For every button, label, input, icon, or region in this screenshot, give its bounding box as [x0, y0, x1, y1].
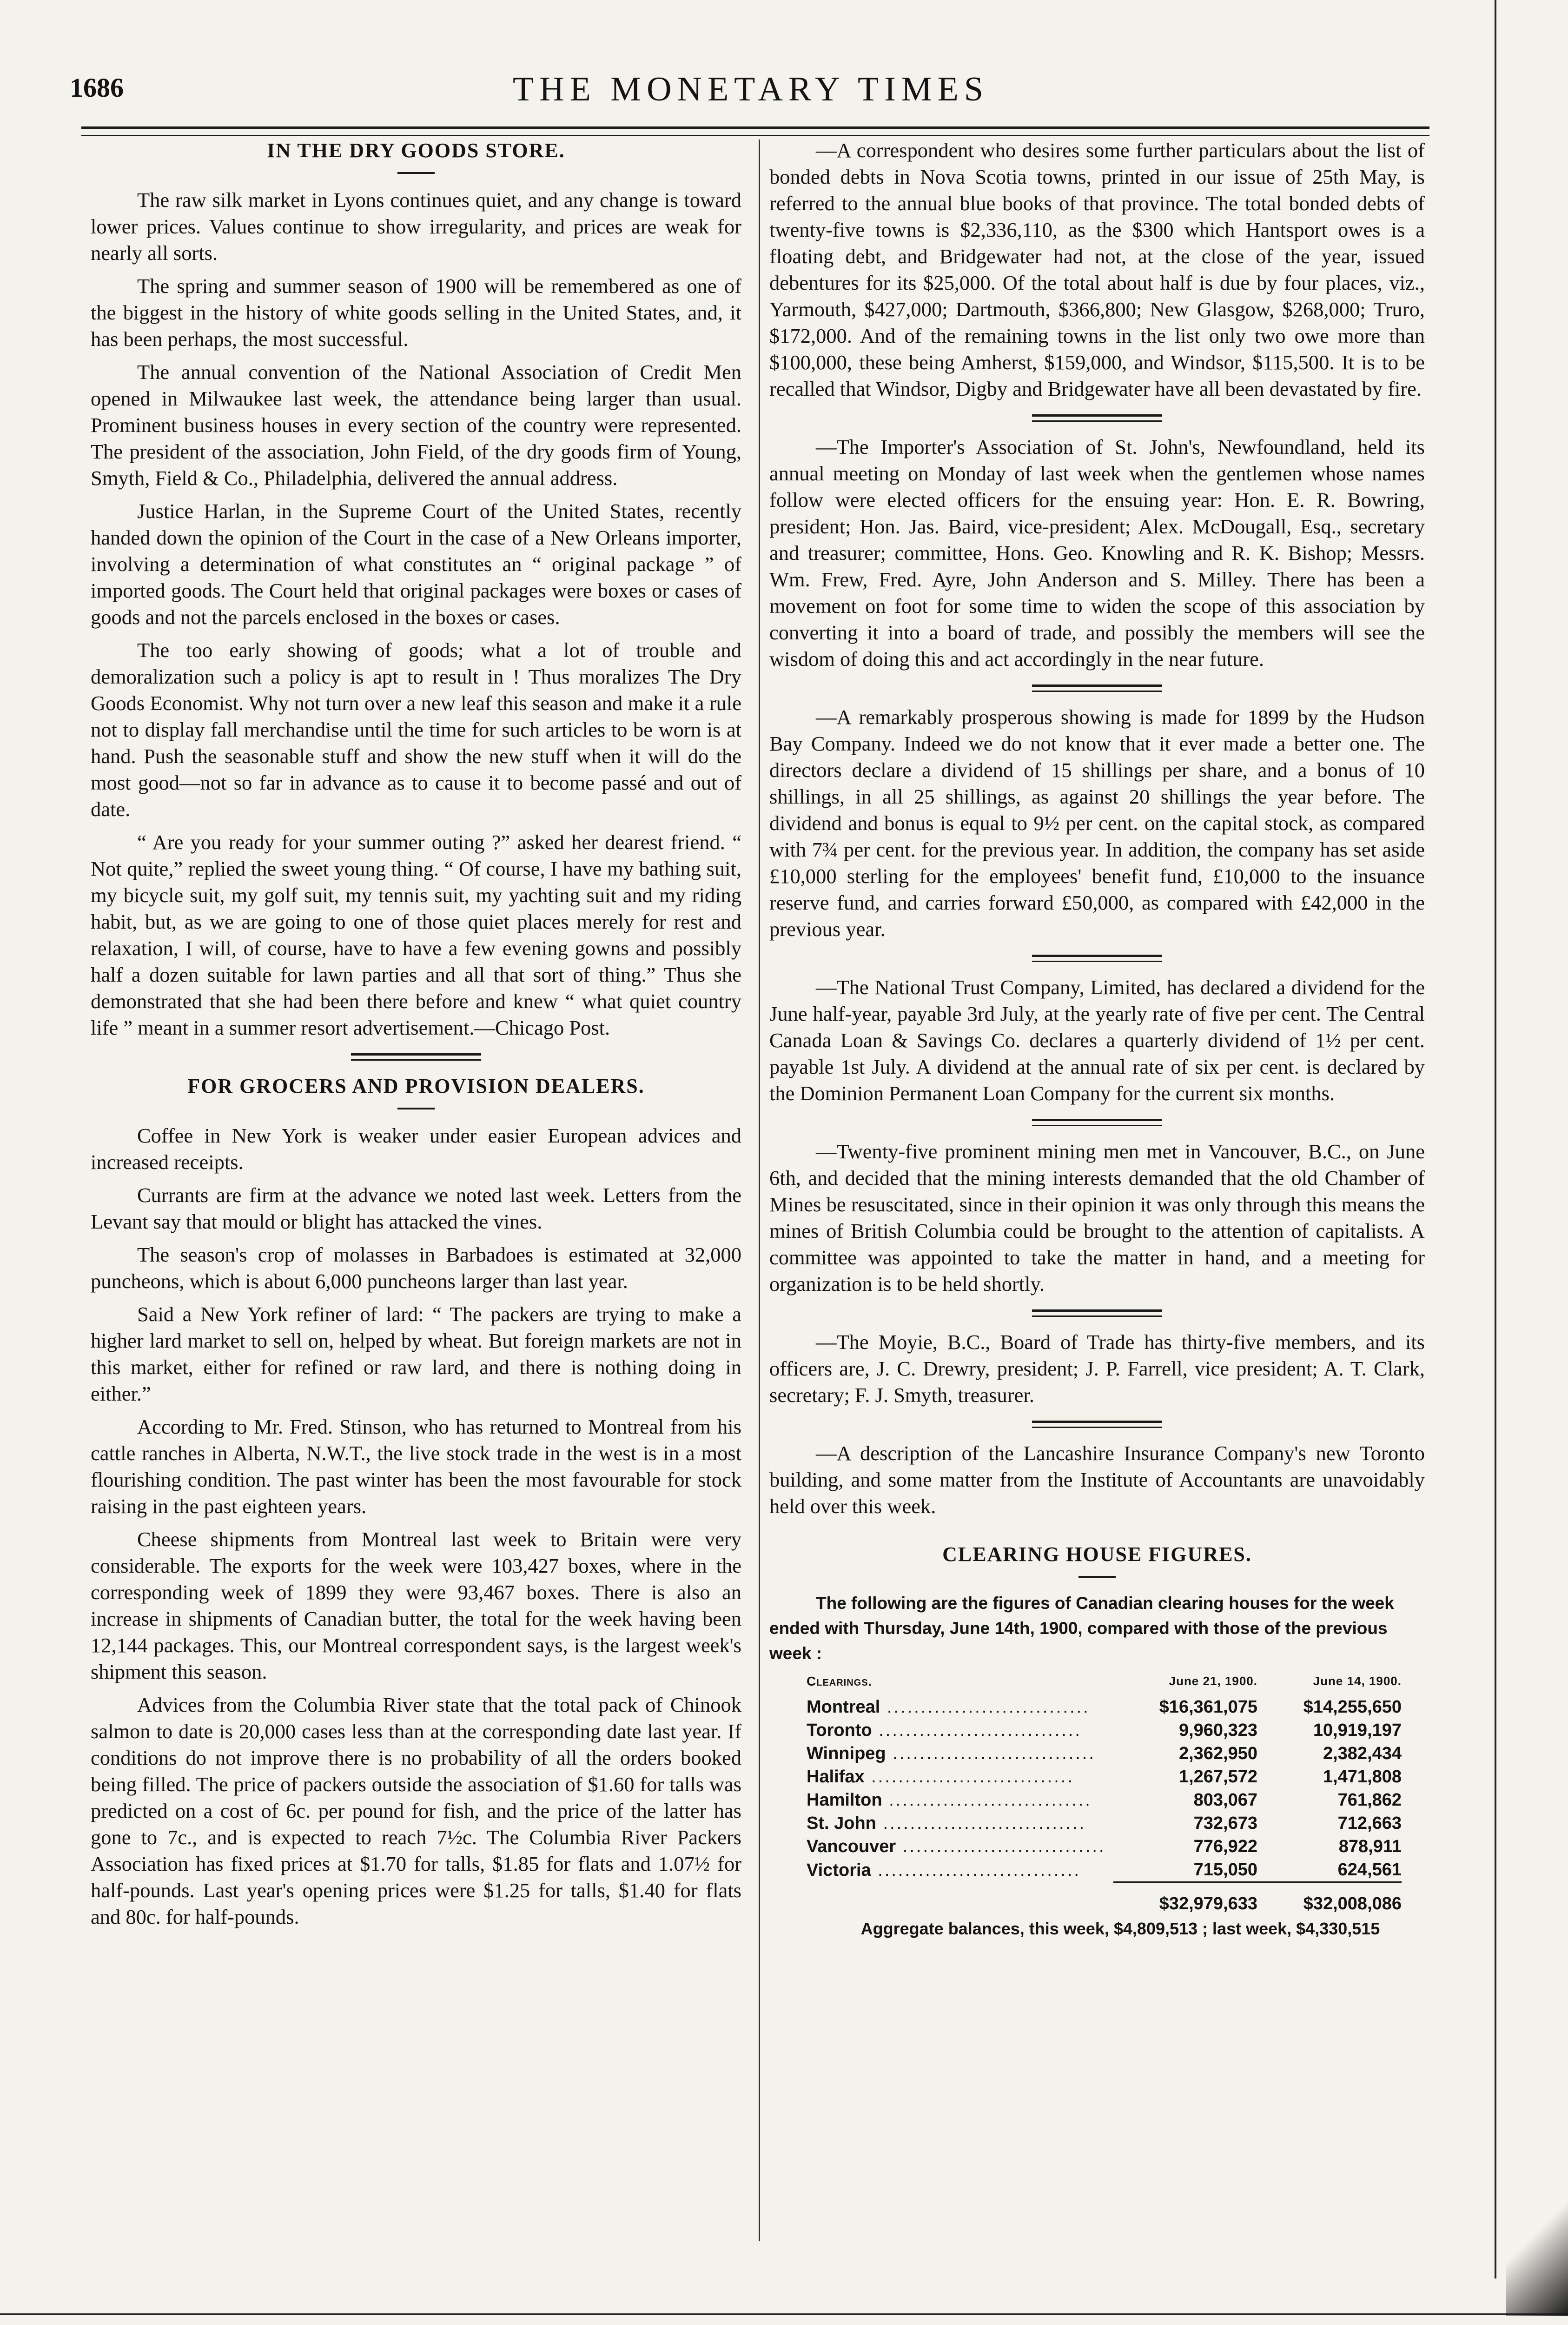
leader-dots: .............................. — [871, 1860, 1081, 1880]
city-name: Toronto — [807, 1720, 872, 1740]
totals-label-cell — [807, 1882, 1113, 1916]
item-divider — [1032, 684, 1162, 692]
clearing-intro: The following are the figures of Canadian clearing houses for the week ended with Thursday, June 14th, 1900, compared with those of the previous week : — [769, 1594, 1394, 1663]
news-item: —A remarkably prosperous showing is made for 1899 by the Hudson Bay Company. Indeed we do not know that it ever made a better one. The directors declare a dividend of 15 shillings per share, and a bonus of 10 shillings, in all 25 shillings, as against 20 shillings the year before. The dividend and bonus is equal to 9½ per cent. on the capital stock, as compared with 7¾ per cent. for the previous year. In addition, the company has set aside £10,000 sterling for the employees' benefit fund, £10,000 to the insuance reserve fund, and carries forward £50,000, as compared with £42,000 in the previous year. — [769, 705, 1425, 941]
news-item: —The Importer's Association of St. John's, Newfoundland, held its annual meeting on Monday of last week when the gentlemen whose names follow were elected officers for the ensuing year: Hon. E. R. Bowring, president; Hon. Jas. Baird, vice-president; Alex. McDougall, Esq., secretary and treasurer; committee, Hons. Geo. Knowling and R. K. Bishop; Messrs. Wm. Frew, Fred. Ayre, John Anderson and S. Milley. There has been a movement on foot for some time to widen the scope of this association by converting it into a board of trade, and possibly the members will see the wisdom of doing this and act accordingly in the near future. — [769, 435, 1425, 671]
previous-value-cell: 2,382,434 — [1323, 1744, 1402, 1763]
leader-dots: .............................. — [864, 1767, 1074, 1787]
previous-value-cell: 10,919,197 — [1313, 1720, 1402, 1740]
city-cell — [807, 1835, 1113, 1858]
news-item: —The Moyie, B.C., Board of Trade has thirty-five members, and its officers are, J. C. Drewry, president; J. P. Farrell, vice president; A. T. Clark, secretary; F. J. Smyth, treasurer. — [769, 1330, 1425, 1407]
city-cell — [807, 1695, 1113, 1719]
city-name: Halifax — [807, 1767, 865, 1787]
news-item: —Twenty-five prominent mining men met in Vancouver, B.C., on June 6th, and decided that the mining interests demanded that the old Chamber of Mines be resuscitated, since in their opinion it was only through this means the mines of British Columbia could be brought to the attention of capitalists. A committee was appointed to take the matter in hand, and a meeting for organization is to be held shortly. — [769, 1140, 1425, 1295]
leader-dots: .............................. — [882, 1790, 1092, 1810]
heading-rule — [1078, 1576, 1116, 1578]
column-header-clearings: Clearings. — [807, 1674, 873, 1688]
page-bottom-line — [0, 2313, 1568, 2315]
table-row — [807, 1719, 1402, 1742]
dry-goods-paragraph: The too early showing of goods; what a lot of trouble and demoralization such a policy is apt to result in ! Thus moralizes The Dry Goods Economist. Why not turn over a new leaf this season and make it a rule not to display fall merchandise until the time for such articles to be worn is at hand. Push the seasonable stuff and show the new stuff when it will do the most good—not so far in advance as to cause it to become passé and out of date. — [91, 638, 741, 821]
leader-dots: .............................. — [880, 1697, 1090, 1717]
column-header-current: June 21, 1900. — [1169, 1674, 1257, 1688]
masthead — [70, 70, 1432, 121]
column-header-previous: June 14, 1900. — [1313, 1674, 1402, 1688]
news-item: —The National Trust Company, Limited, has declared a dividend for the June half-year, payable 3rd July, at the yearly rate of five per cent. The Central Canada Loan & Savings Co. declares a quarterly dividend of 1½ per cent. payable 1st July. A dividend at the annual rate of six per cent. is declared by the Dominion Permanent Loan Company for the current six months. — [769, 976, 1425, 1105]
journal-title: THE MONETARY TIMES — [512, 70, 989, 108]
table-row — [807, 1812, 1402, 1835]
masthead-rule-thick — [81, 126, 1429, 129]
current-value-cell: 732,673 — [1193, 1814, 1257, 1833]
table-row — [807, 1742, 1402, 1765]
table-row — [807, 1765, 1402, 1788]
grocers-paragraph: Advices from the Columbia River state that the total pack of Chinook salmon to date is 20,000 cases less than at the corresponding date last year. If conditions do not improve there is no probability of all the orders booked being filled. The price of packers outside the association of $1.60 for talls was predicted on a cost of 6c. per pound for fish, and the price of the latter has gone to 7c., and is expected to reach 7½c. The Columbia River Packers Association has fixed prices at $1.70 for talls, $1.85 for flats and 1.07½ for half-pounds. Last year's opening prices were $1.25 for talls, $1.40 for flats and 80c. for half-pounds. — [91, 1693, 741, 1928]
total-current: $32,979,633 — [1113, 1882, 1257, 1916]
previous-value-cell: $14,255,650 — [1303, 1697, 1402, 1717]
total-previous: $32,008,086 — [1257, 1882, 1402, 1916]
table-row — [807, 1858, 1402, 1882]
dry-goods-paragraph: The annual convention of the National Association of Credit Men opened in Milwaukee last week, the attendance being larger than usual. Prominent business houses in every section of the country were represented. The president of the association, John Field, of the dry goods firm of Young, Smyth, Field & Co., Philadelphia, delivered the annual address. — [91, 360, 741, 490]
city-name: Vancouver — [807, 1837, 896, 1856]
current-value-cell: $16,361,075 — [1159, 1697, 1257, 1717]
left-column — [91, 137, 741, 1930]
masthead-rule-thin — [81, 135, 1429, 136]
leader-dots: .............................. — [872, 1720, 1082, 1740]
table-row — [807, 1788, 1402, 1812]
leader-dots: .............................. — [876, 1814, 1086, 1833]
current-value-cell: 776,922 — [1193, 1837, 1257, 1856]
current-value-cell: 1,267,572 — [1178, 1767, 1257, 1787]
table-row — [807, 1835, 1402, 1858]
table-header-row — [807, 1666, 1402, 1695]
city-name: Winnipeg — [807, 1744, 886, 1763]
current-value-cell: 715,050 — [1193, 1860, 1257, 1880]
table-row — [807, 1695, 1402, 1719]
city-name: St. John — [807, 1814, 876, 1833]
city-name: Hamilton — [807, 1790, 882, 1810]
dry-goods-paragraph: The raw silk market in Lyons continues quiet, and any change is toward lower prices. Values continue to show irregularity, and prices are weak for nearly all sorts. — [91, 188, 741, 265]
previous-value-cell: 878,911 — [1338, 1837, 1402, 1856]
table-totals-row — [807, 1882, 1402, 1916]
clearing-table-body — [807, 1695, 1402, 1882]
grocers-heading: FOR GROCERS AND PROVISION DEALERS. — [187, 1075, 645, 1097]
aggregate-balances: Aggregate balances, this week, $4,809,513 ; last week, $4,330,515 — [860, 1919, 1380, 1938]
previous-value-cell: 624,561 — [1337, 1860, 1402, 1880]
grocers-paragraph: According to Mr. Fred. Stinson, who has returned to Montreal from his cattle ranches in Alberta, N.W.T., the live stock trade in the west is in a most flourishing condition. The past winter has been the most favourable for stock raising in the past eighteen years. — [91, 1415, 741, 1518]
grocers-paragraph: The season's crop of molasses in Barbadoes is estimated at 32,000 puncheons, which is about 6,000 puncheons larger than last year. — [91, 1243, 741, 1293]
city-cell — [807, 1812, 1113, 1835]
current-value-cell: 9,960,323 — [1178, 1720, 1257, 1740]
binding-shadow — [1506, 2186, 1568, 2316]
grocers-paragraph: Cheese shipments from Montreal last week to Britain were very considerable. The exports for the week were 103,427 boxes, where in the corresponding week of 1899 they were 93,467 boxes. There is also an increase in shipments of Canadian butter, the total for the week having been 12,144 packages. This, our Montreal correspondent says, is the largest week's shipment this season. — [91, 1528, 741, 1683]
city-cell — [807, 1719, 1113, 1742]
page-number: 1686 — [70, 73, 124, 103]
right-column — [769, 137, 1425, 1942]
section-divider — [351, 1053, 481, 1061]
heading-rule — [397, 1108, 435, 1109]
page-edge-line — [1495, 0, 1496, 2278]
previous-value-cell: 1,471,808 — [1323, 1767, 1402, 1787]
leader-dots: .............................. — [886, 1744, 1096, 1763]
city-name: Victoria — [807, 1860, 871, 1880]
item-divider — [1032, 955, 1162, 962]
clearing-heading: CLEARING HOUSE FIGURES. — [942, 1543, 1252, 1566]
current-value-cell: 803,067 — [1193, 1790, 1257, 1810]
dry-goods-paragraph: “ Are you ready for your summer outing ?” asked her dearest friend. “ Not quite,” replied the sweet young thing. “ Of course, I have my bathing suit, my bicycle suit, my golf suit, my tennis suit, my yachting suit and my riding habit, but, as we are going to one of those quiet places merely for rest and relaxation, I will, of course, have to have a few evening gowns and possibly half a dozen suitable for lawn parties and all that sort of thing.” Thus she demonstrated that she had been there before and knew “ what quiet country life ” meant in a summer resort advertisement.—Chicago Post. — [91, 830, 741, 1039]
grocers-paragraph: Currants are firm at the advance we noted last week. Letters from the Levant say that mould or blight has attacked the vines. — [91, 1183, 741, 1233]
previous-value-cell: 761,862 — [1337, 1790, 1402, 1810]
city-cell — [807, 1788, 1113, 1812]
dry-goods-paragraph: The spring and summer season of 1900 will be remembered as one of the biggest in the history of white goods selling in the United States, and, it has been perhaps, the most successful. — [91, 274, 741, 351]
item-divider — [1032, 1309, 1162, 1317]
city-name: Montreal — [807, 1697, 880, 1717]
dry-goods-paragraph: Justice Harlan, in the Supreme Court of the United States, recently handed down the opinion of the Court in the case of a New Orleans importer, involving a determination of what constitutes an “ original package ” of imported goods. The Court held that original packages were boxes or cases of goods and not the parcels enclosed in the boxes or cases. — [91, 499, 741, 629]
heading-rule — [397, 172, 435, 174]
item-divider — [1032, 1421, 1162, 1428]
grocers-paragraph: Said a New York refiner of lard: “ The packers are trying to make a higher lard market to sell on, helped by wheat. But foreign markets are not in this market, either for refined or raw lard, and there is nothing doing in either.” — [91, 1302, 741, 1405]
city-cell — [807, 1765, 1113, 1788]
city-cell — [807, 1742, 1113, 1765]
item-divider — [1032, 414, 1162, 422]
news-item: —A description of the Lancashire Insurance Company's new Toronto building, and some matter from the Institute of Accountants are unavoidably held over this week. — [769, 1442, 1425, 1518]
news-item: —A correspondent who desires some further particulars about the list of bonded debts in Nova Scotia towns, printed in our issue of 25th May, is referred to the annual blue books of that province. The total bonded debts of twenty-five towns is $2,336,110, as the $300 which Hantsport owes is a floating debt, and Bridgewater had not, at the close of the year, issued debentures for its $25,000. Of the total about half is due by four places, viz., Yarmouth, $427,000; Dartmouth, $366,800; New Glasgow, $268,000; Truro, $172,000. And of the remaining towns in the list only two owe more than $100,000, these being Amherst, $159,000, and Windsor, $115,500. It is to be recalled that Windsor, Digby and Bridgewater have all been devastated by fire. — [769, 139, 1425, 400]
previous-value-cell: 712,663 — [1337, 1814, 1402, 1833]
grocers-paragraph: Coffee in New York is weaker under easier European advices and increased receipts. — [91, 1124, 741, 1174]
item-divider — [1032, 1119, 1162, 1126]
column-divider — [759, 140, 760, 2241]
clearing-table — [807, 1666, 1402, 1915]
current-value-cell: 2,362,950 — [1178, 1744, 1257, 1763]
leader-dots: .............................. — [896, 1837, 1106, 1856]
city-cell — [807, 1858, 1113, 1882]
dry-goods-heading: IN THE DRY GOODS STORE. — [267, 139, 565, 162]
